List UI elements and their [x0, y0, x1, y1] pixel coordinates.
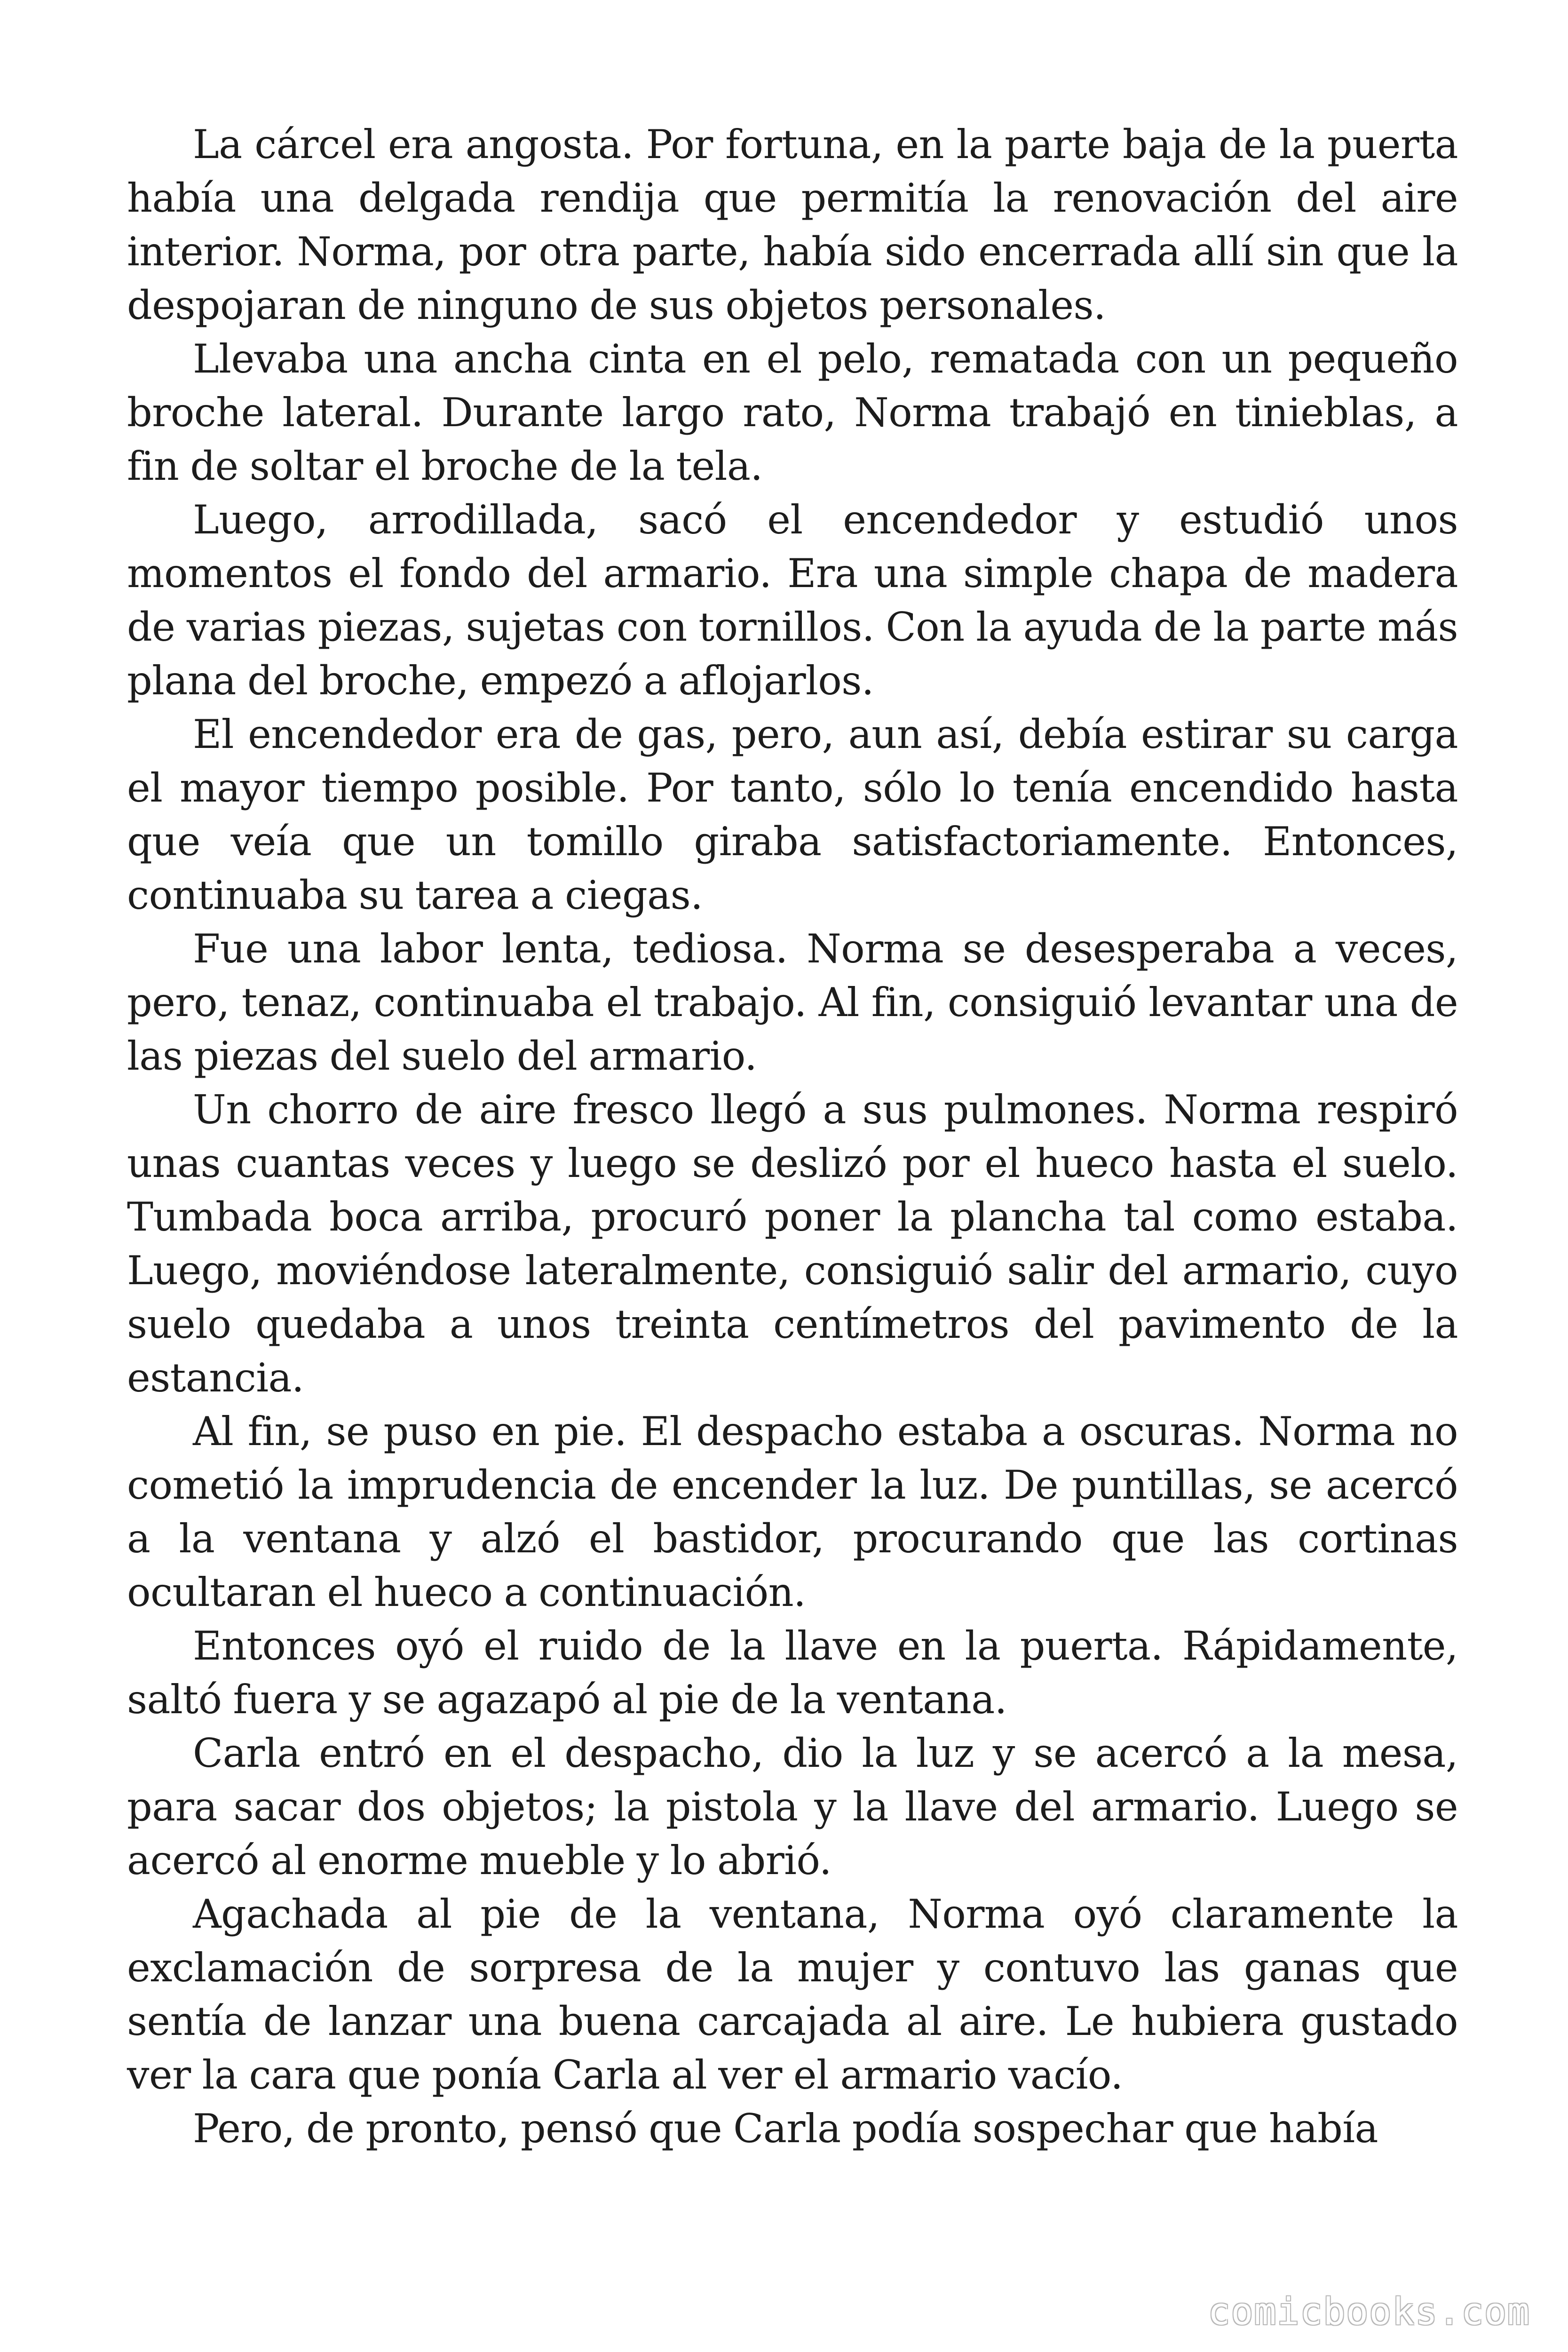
paragraph: La cárcel era angosta. Por fortuna, en la parte baja de la puerta había una delgada rendija que permitía la renovación del aire interior. Norma, por otra parte, había sido encerrada allí sin que la despojaran de ninguno de sus objetos personales.	[127, 121, 1458, 328]
paragraph: Agachada al pie de la ventana, Norma oyó claramente la exclamación de sorpresa de la mujer y contuvo las ganas que sentía de lanzar una buena carcajada al aire. Le hubiera gustado ver la cara que ponía Carla al ver el armario vacío.	[127, 1891, 1458, 2098]
paragraph: Llevaba una ancha cinta en el pelo, rematada con un pequeño broche lateral. Durante largo rato, Norma trabajó en tinieblas, a fin de soltar el broche de la tela.	[127, 336, 1458, 489]
paragraph: Al fin, se puso en pie. El despacho estaba a oscuras. Norma no cometió la imprudencia de encender la luz. De puntillas, se acercó a la ventana y alzó el bastidor, procurando que las cortinas ocultaran el hueco a continuación.	[127, 1408, 1458, 1615]
page-body	[127, 118, 1458, 2155]
paragraph: Entonces oyó el ruido de la llave en la puerta. Rápidamente, saltó fuera y se agazapó al pie de la ventana.	[127, 1623, 1458, 1723]
paragraph-truncated: Pero, de pronto, pensó que Carla podía sospechar que había	[193, 2106, 1378, 2152]
paragraph: El encendedor era de gas, pero, aun así, debía estirar su carga el mayor tiempo posible. Por tanto, sólo lo tenía encendido hasta que veía que un tomillo giraba satisfactoriamente. Entonces, continuaba su tarea a ciegas.	[127, 711, 1458, 918]
paragraph: Fue una labor lenta, tediosa. Norma se desesperaba a veces, pero, tenaz, continuaba el trabajo. Al fin, consiguió levantar una de las piezas del suelo del armario.	[127, 926, 1458, 1079]
paragraph: Carla entró en el despacho, dio la luz y se acercó a la mesa, para sacar dos objetos; la pistola y la llave del armario. Luego se acercó al enorme mueble y lo abrió.	[127, 1730, 1458, 1883]
paragraph: Luego, arrodillada, sacó el encendedor y estudió unos momentos el fondo del armario. Era una simple chapa de madera de varias piezas, sujetas con tornillos. Con la ayuda de la parte más plana del broche, empezó a aflojarlos.	[127, 497, 1458, 704]
paragraph: Un chorro de aire fresco llegó a sus pulmones. Norma respiró unas cuantas veces y luego se deslizó por el hueco hasta el suelo. Tumbada boca arriba, procuró poner la plancha tal como estaba. Luego, moviéndose lateralmente, consiguió salir del armario, cuyo suelo quedaba a unos treinta centímetros del pavimento de la estancia.	[127, 1087, 1458, 1401]
watermark: comicbooks.com	[1208, 2291, 1530, 2333]
